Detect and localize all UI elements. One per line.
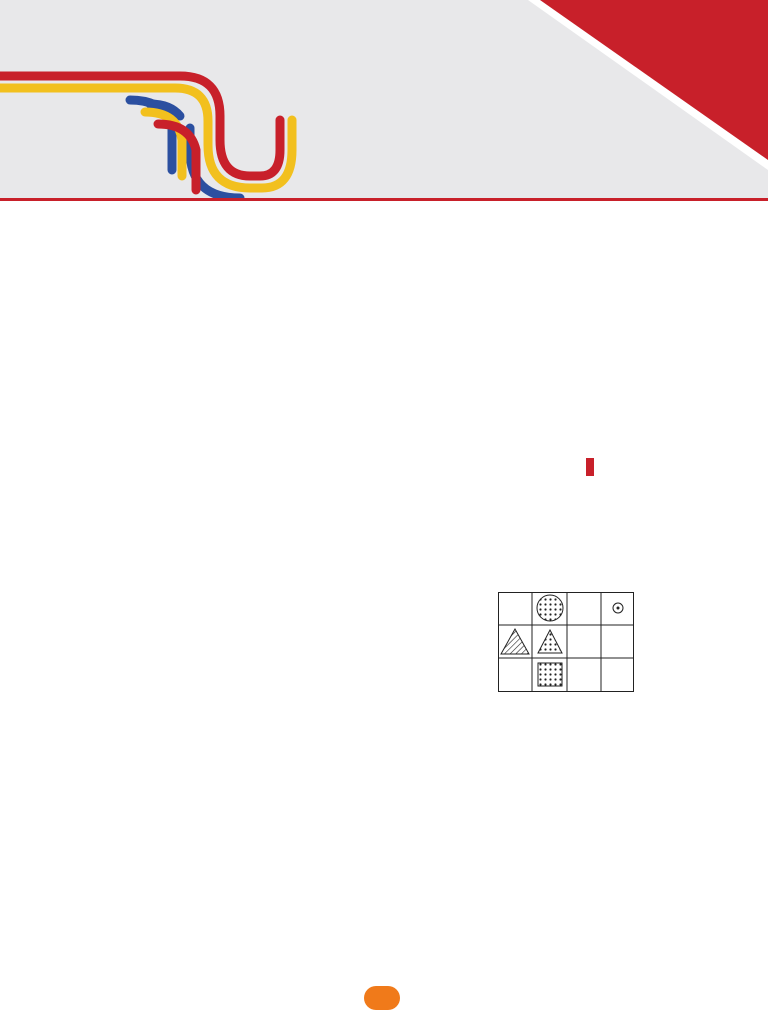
academy-corner-banner bbox=[528, 0, 768, 198]
grid-dotted-circle bbox=[537, 595, 563, 621]
page-header bbox=[0, 0, 768, 198]
question-1-figures bbox=[58, 380, 388, 670]
answer-badge bbox=[586, 458, 594, 476]
grid-center-dot bbox=[617, 607, 620, 610]
page-number bbox=[364, 986, 400, 1010]
question-2-grid bbox=[498, 592, 638, 692]
answer-badge-letter bbox=[586, 458, 594, 476]
question-2-options bbox=[425, 720, 735, 830]
grid-dotted-square bbox=[538, 663, 562, 686]
analysis-figures bbox=[58, 770, 388, 980]
header-divider bbox=[0, 198, 768, 201]
